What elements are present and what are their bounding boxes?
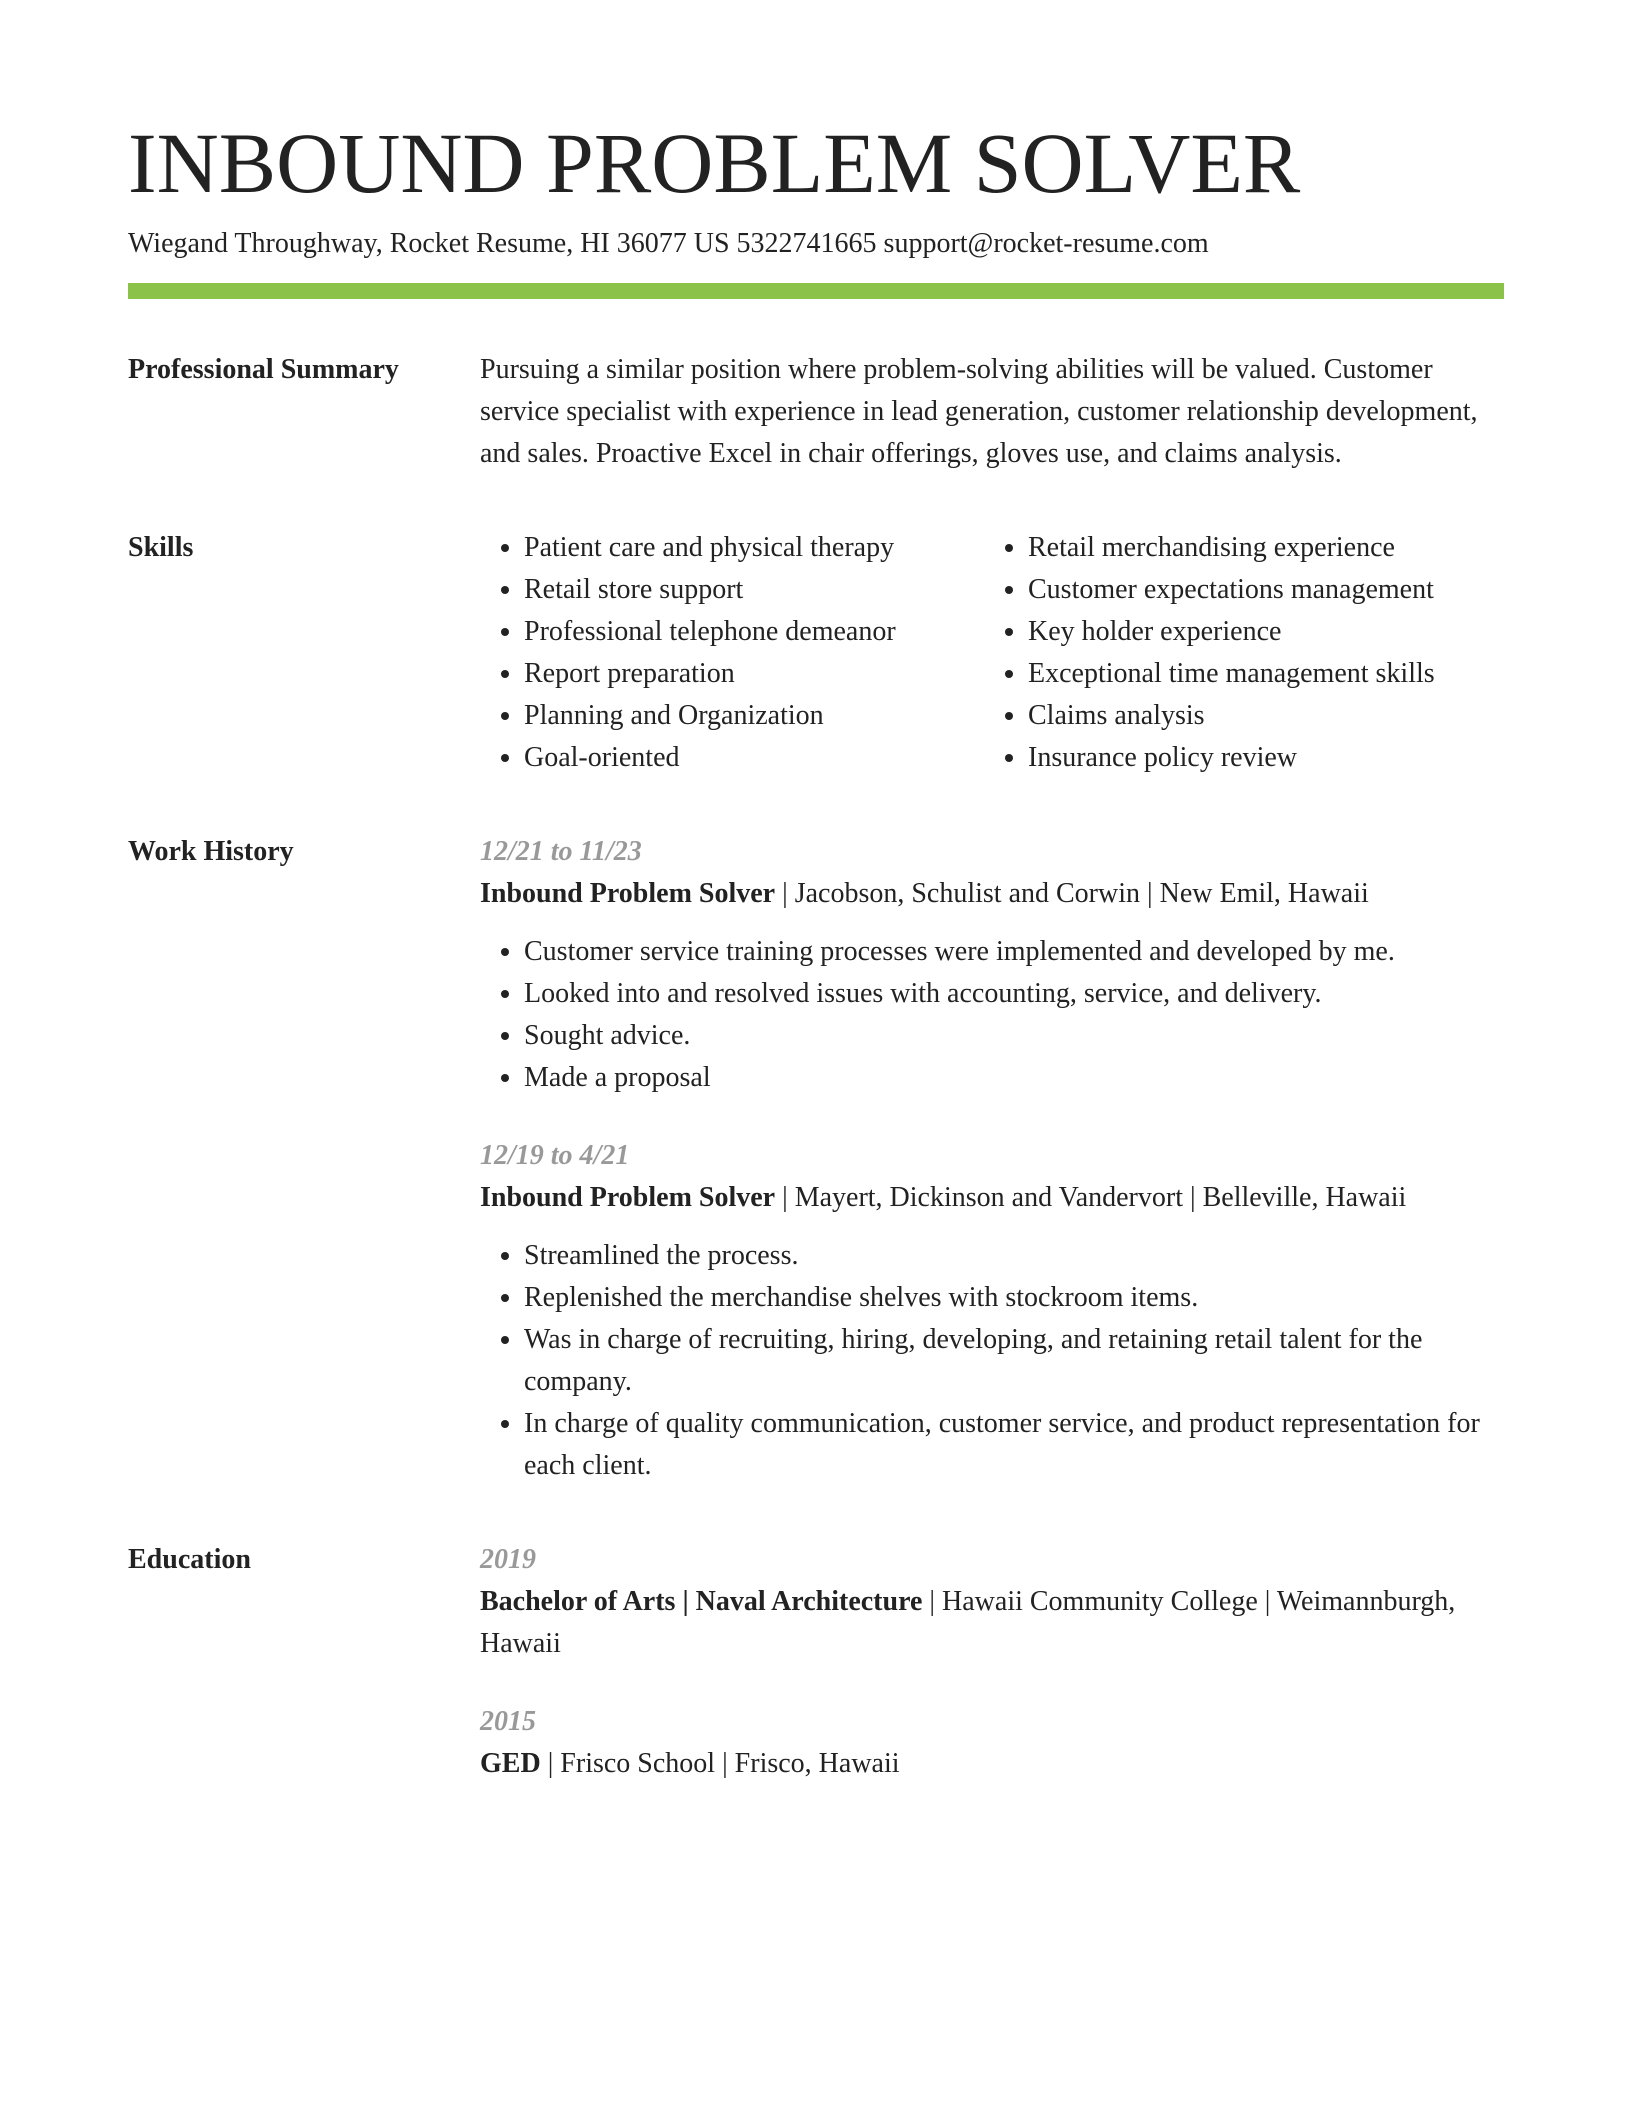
summary-section [128, 349, 1504, 475]
education-year: 2019 [480, 1543, 536, 1575]
job-title: Inbound Problem Solver [480, 877, 776, 909]
skill-item: • Insurance policy review [1028, 737, 1488, 779]
education-heading [480, 1743, 1504, 1785]
work-history-section [128, 831, 1504, 1487]
job-details: | Mayert, Dickinson and Vandervort | Belleville, Hawaii [775, 1181, 1407, 1213]
skill-item: • Report preparation [524, 653, 984, 695]
education-degree: Bachelor of Arts | Naval Architecture [480, 1585, 923, 1617]
education-section [128, 1539, 1504, 1785]
skill-item: • Retail store support [524, 569, 984, 611]
job-bullet: • Sought advice. [524, 1015, 1504, 1057]
job-bullet: • Streamlined the process. [524, 1235, 1504, 1277]
skill-item: • Claims analysis [1028, 695, 1488, 737]
job-bullet: • Replenished the merchandise shelves with stockroom items. [524, 1277, 1504, 1319]
job-bullet: • Looked into and resolved issues with accounting, service, and delivery. [524, 973, 1504, 1015]
education-details: | Frisco School | Frisco, Hawaii [540, 1747, 900, 1779]
resume-page [128, 115, 1504, 1785]
education-degree: GED [480, 1747, 541, 1779]
education-entry [480, 1701, 1504, 1785]
skills-list-right [984, 527, 1488, 779]
section-label-education: Education [128, 1543, 251, 1575]
section-label-work: Work History [128, 835, 294, 867]
job-bullets [480, 931, 1504, 1099]
skill-item: • Key holder experience [1028, 611, 1488, 653]
skills-list-left [480, 527, 984, 779]
skill-item: • Retail merchandising experience [1028, 527, 1488, 569]
job-title: Inbound Problem Solver [480, 1181, 776, 1213]
education-entry [480, 1539, 1504, 1665]
skill-item: • Exceptional time management skills [1028, 653, 1488, 695]
section-label-skills: Skills [128, 531, 194, 563]
education-details: | Hawaii Community College | Weimannburgh, Hawaii [480, 1585, 1456, 1659]
skill-item: • Planning and Organization [524, 695, 984, 737]
job-entry [480, 831, 1504, 1099]
skills-section [128, 527, 1504, 779]
job-bullets [480, 1235, 1504, 1487]
job-bullet: • Made a proposal [524, 1057, 1504, 1099]
job-heading [480, 1177, 1504, 1219]
education-year: 2015 [480, 1705, 536, 1737]
skill-item: • Professional telephone demeanor [524, 611, 984, 653]
job-dates: 12/21 to 11/23 [480, 835, 642, 867]
skill-item: • Customer expectations management [1028, 569, 1488, 611]
job-bullet: • In charge of quality communication, customer service, and product representation for each client. [524, 1403, 1504, 1487]
job-bullet: • Customer service training processes were implemented and developed by me. [524, 931, 1504, 973]
skill-item: • Goal-oriented [524, 737, 984, 779]
job-dates: 12/19 to 4/21 [480, 1139, 630, 1171]
accent-divider [128, 283, 1504, 299]
candidate-name: INBOUND PROBLEM SOLVER [128, 115, 1301, 211]
job-heading [480, 873, 1504, 915]
skill-item: • Patient care and physical therapy [524, 527, 984, 569]
contact-line: Wiegand Throughway, Rocket Resume, HI 36077 US 5322741665 support@rocket-resume.com [128, 228, 1209, 260]
section-label-summary: Professional Summary [128, 353, 399, 385]
education-heading [480, 1581, 1504, 1665]
summary-text: Pursuing a similar position where problem-solving abilities will be valued. Customer service specialist with experience in lead generation, customer relationship development, and sales. Proactive Excel in chair offerings, gloves use, and claims analysis. [480, 353, 1478, 469]
job-bullet: • Was in charge of recruiting, hiring, developing, and retaining retail talent for the company. [524, 1319, 1504, 1403]
job-entry [480, 1135, 1504, 1487]
job-details: | Jacobson, Schulist and Corwin | New Emil, Hawaii [775, 877, 1369, 909]
